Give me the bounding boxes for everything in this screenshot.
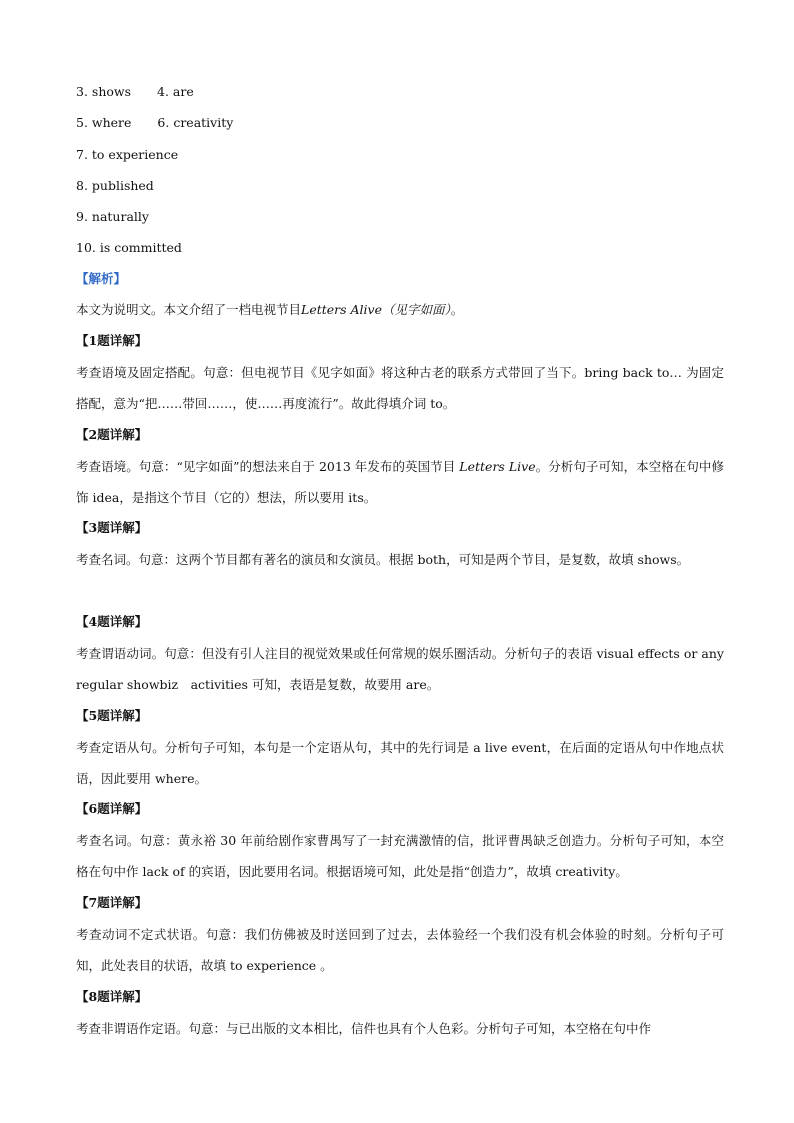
section-heading: 【4题详解】 bbox=[76, 614, 148, 629]
section-text: 考查名词。句意：黄永裕 30 年前给剧作家曹禺写了一封充满激情的信，批评曹禺缺乏创造力。分析句子可知，本空格在句中作 lack of 的宾语，因此要用名词。根据语境可知，此处是指“创造力”，故填 creativity。 bbox=[76, 833, 724, 879]
answer-row bbox=[76, 84, 194, 100]
intro-paragraph bbox=[76, 302, 463, 318]
section-heading: 【6题详解】 bbox=[76, 801, 148, 816]
section-text: 考查动词不定式状语。句意：我们仿佛被及时送回到了过去，去体验经一个我们没有机会体验的时刻。分析句子可知，此处表目的状语，故填 to experience 。 bbox=[76, 927, 724, 973]
section-heading: 【5题详解】 bbox=[76, 708, 148, 723]
section-heading: 【8题详解】 bbox=[76, 989, 148, 1004]
section-text: 考查非谓语作定语。句意：与已出版的文本相比，信件也具有个人色彩。分析句子可知，本空格在句中作 bbox=[76, 1021, 652, 1036]
intro-end: 。 bbox=[450, 302, 464, 317]
answer-item: 4. are bbox=[157, 84, 194, 99]
section-text: 考查语境及固定搭配。句意：但电视节目《见字如面》将这种古老的联系方式带回了当下。bring back to… 为固定搭配，意为“把……带回……，使……再度流行”。故此得填介词 to。 bbox=[76, 365, 724, 411]
section-text: 考查定语从句。分析句子可知，本句是一个定语从句，其中的先行词是 a live event，在后面的定语从句中作地点状语，因此要用 where。 bbox=[76, 740, 724, 786]
answer-item: 10. is committed bbox=[76, 240, 182, 255]
answer-item: 3. shows bbox=[76, 84, 132, 99]
section-text: 考查名词。句意：这两个节目都有著名的演员和女演员。根据 both，可知是两个节目，是复数，故填 shows。 bbox=[76, 552, 690, 567]
section-text bbox=[76, 451, 724, 513]
section-heading: 【3题详解】 bbox=[76, 520, 148, 535]
answer-item: 5. where bbox=[76, 115, 132, 130]
program-title: Letters Alive（见字如面） bbox=[301, 302, 451, 317]
section-heading: 【1题详解】 bbox=[76, 333, 148, 348]
section-heading: 【7题详解】 bbox=[76, 895, 148, 910]
section-heading: 【2题详解】 bbox=[76, 427, 148, 442]
answer-item: 7. to experience bbox=[76, 147, 179, 162]
answer-row bbox=[76, 115, 233, 131]
section-text: 考查谓语动词。句意：但没有引人注目的视觉效果或任何常规的娱乐圈活动。分析句子的表语 visual effects or any regular showbiz activities 可知，表语是复数，故要用 are。 bbox=[76, 646, 724, 692]
section-text-part: 考查语境。句意：“见字如面”的想法来自于 2013 年发布的英国节目 bbox=[76, 459, 460, 474]
answer-item: 8. published bbox=[76, 178, 154, 193]
intro-text: 本文为说明文。本文介绍了一档电视节目 bbox=[76, 302, 302, 317]
answer-item: 6. creativity bbox=[157, 115, 234, 130]
answer-item: 9. naturally bbox=[76, 209, 149, 224]
program-name: Letters Live bbox=[459, 459, 536, 474]
analysis-heading: 【解析】 bbox=[76, 271, 127, 286]
section-text-part: 。分析句子可知，本空格在句中修饰 idea，是指这个节目（它的）想法，所以要用 its。 bbox=[76, 459, 724, 505]
